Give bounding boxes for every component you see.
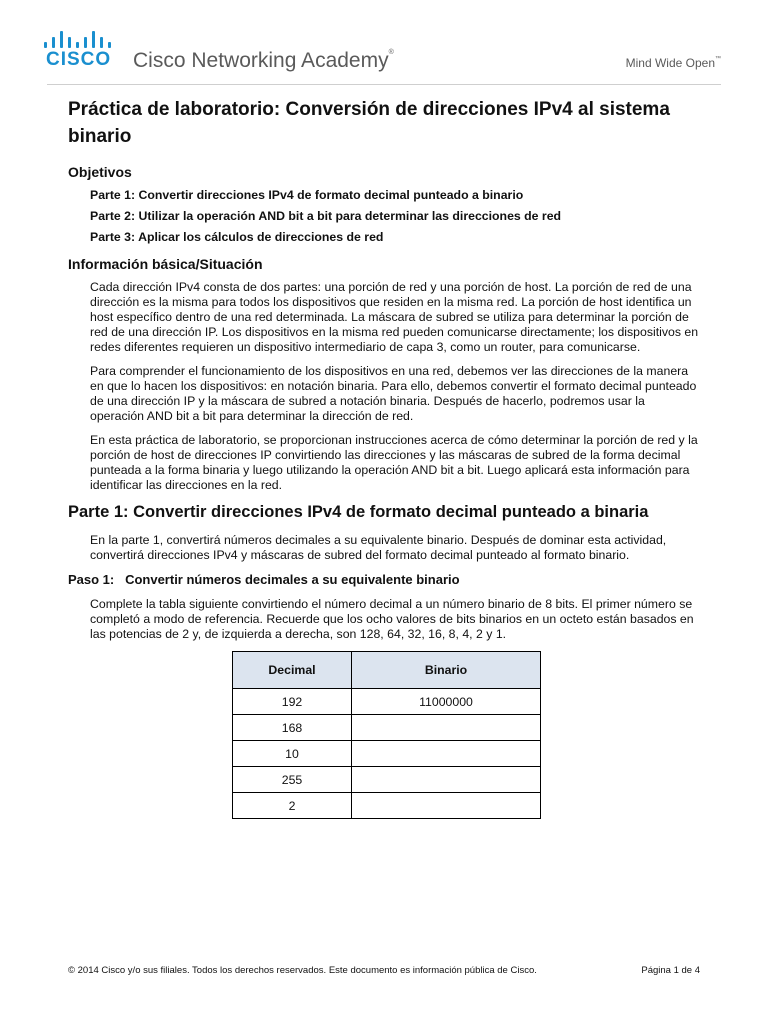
objective-item: Parte 2: Utilizar la operación AND bit a bit para determinar las direcciones de red	[90, 209, 562, 223]
decimal-cell: 192	[233, 689, 352, 715]
table-row	[233, 741, 541, 767]
step1-paragraph: Complete la tabla siguiente convirtiendo el número decimal a un número binario de 8 bits. El primer número se completó a modo de referencia. Recuerde que los ocho valores de bits binarios en un octeto están basados en las potencias de 2 y, de izquierda a derecha, son 128, 64, 32, 16, 8, 4, 2 y 1.	[90, 597, 694, 641]
column-header-binary: Binario	[352, 652, 541, 689]
document-title: Práctica de laboratorio: Conversión de direcciones IPv4 al sistema binario	[68, 99, 670, 147]
table-row	[233, 767, 541, 793]
binary-cell[interactable]	[352, 793, 541, 819]
decimal-cell: 168	[233, 715, 352, 741]
document-body	[68, 96, 708, 819]
background-heading: Información básica/Situación	[68, 256, 263, 272]
cisco-bars-icon	[44, 30, 116, 48]
page-number: Página 1 de 4	[641, 965, 700, 976]
tagline: Mind Wide Open™	[625, 56, 721, 70]
decimal-cell: 2	[233, 793, 352, 819]
decimal-cell: 10	[233, 741, 352, 767]
table-row	[233, 793, 541, 819]
background-paragraph: En esta práctica de laboratorio, se proporcionan instrucciones acerca de cómo determinar la porción de red y la porción de host de direcciones IP convirtiendo las direcciones y las máscaras de subred de la forma decimal punteada a la forma binaria y luego utilizando la operación AND bit a bit. Luego aplicará esta información para identificar las direcciones en la red.	[90, 433, 698, 492]
cisco-wordmark: CISCO	[46, 49, 112, 70]
conversion-table	[232, 651, 541, 819]
step1-heading: Paso 1: Convertir números decimales a su equivalente binario	[68, 572, 460, 587]
binary-cell: 11000000	[352, 689, 541, 715]
binary-cell[interactable]	[352, 715, 541, 741]
academy-name: Cisco Networking Academy®	[133, 49, 394, 72]
table-row	[233, 689, 541, 715]
column-header-decimal: Decimal	[233, 652, 352, 689]
part1-paragraph: En la parte 1, convertirá números decimales a su equivalente binario. Después de dominar esta actividad, convertirá direcciones IPv4 y máscaras de subred del formato decimal punteado al formato binario.	[90, 533, 667, 562]
decimal-cell: 255	[233, 767, 352, 793]
objectives-heading: Objetivos	[68, 164, 132, 180]
objective-item: Parte 3: Aplicar los cálculos de direcciones de red	[90, 230, 384, 244]
background-paragraph: Cada dirección IPv4 consta de dos partes: una porción de red y una porción de host. La porción de red de una dirección es la misma para todos los dispositivos que residen en la misma red. La porción de host identifica un host específico dentro de una red determinada. La máscara de subred se utiliza para determinar la porción de red de una dirección IP. Los dispositivos en la misma red pueden comunicarse directamente; los dispositivos en redes diferentes requieren un dispositivo intermediario de capa 3, como un router, para comunicarse.	[90, 280, 699, 354]
page-header	[0, 0, 768, 90]
part1-heading: Parte 1: Convertir direcciones IPv4 de formato decimal punteado a binaria	[68, 503, 649, 521]
binary-cell[interactable]	[352, 741, 541, 767]
cisco-logo	[44, 30, 116, 70]
binary-cell[interactable]	[352, 767, 541, 793]
copyright-text: © 2014 Cisco y/o sus filiales. Todos los derechos reservados. Este documento es información pública de Cisco.	[68, 965, 537, 976]
table-row	[233, 715, 541, 741]
background-paragraph: Para comprender el funcionamiento de los dispositivos en una red, debemos ver las direcciones de la manera en que lo hacen los dispositivos: en notación binaria. Para ello, debemos convertir el formato decimal punteado de una dirección IP y la máscara de subred a notación binaria. Después de hacerlo, podremos usar la operación AND bit a bit para determinar la dirección de red.	[90, 364, 697, 423]
header-divider	[47, 84, 721, 85]
objective-item: Parte 1: Convertir direcciones IPv4 de formato decimal punteado a binario	[90, 188, 524, 202]
